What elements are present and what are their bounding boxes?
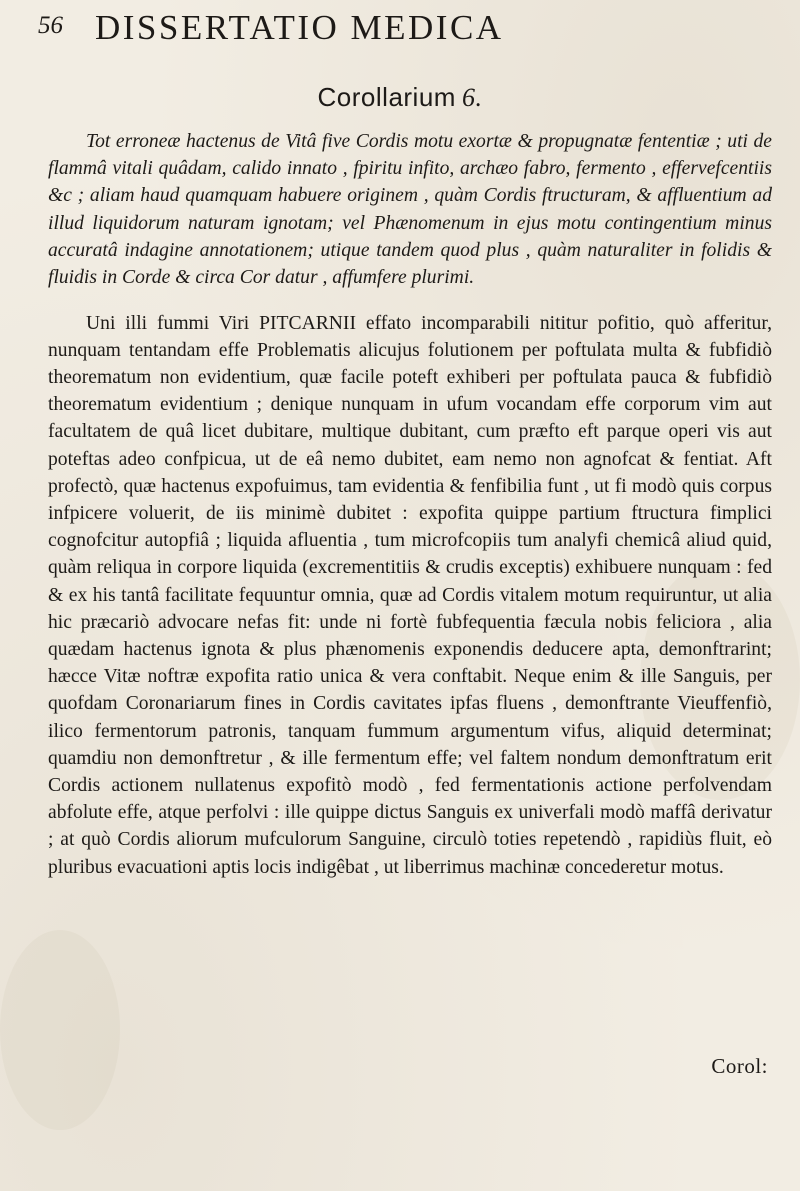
section-title: Corollarium: [317, 82, 456, 112]
paper-stain: [0, 930, 120, 1130]
page-number: 56: [38, 12, 63, 39]
thesis-paragraph: Tot erroneæ hactenus de Vitâ five Cordis motu exortæ & propugnatæ fententiæ ; uti de flammâ vitali quâdam, calido innato , fpiritu infito, archæo fabro, fermento , effervefcentiis &c ; aliam haud quamquam habuere originem , quàm Cordis ftructuram, & affluentium ad illud liquidorum naturam ignotam; vel Phænomenum in ejus motu contingentium minus accuratâ indagine annotationem; utique tandem quod plus , quàm naturaliter in folidis & fluidis in Corde & circa Cor datur , affumfere plurimi.: [48, 131, 772, 289]
catchword: Corol:: [711, 1054, 768, 1078]
section-number: 6.: [461, 83, 483, 112]
section-heading: [0, 82, 800, 113]
running-head: DISSERTATIO MEDICA: [95, 8, 504, 47]
argument-paragraph: Uni illi fummi Viri PITCARNII effato incomparabili nititur pofitio, quò afferitur, nunquam tentandam effe Problematis alicujus folutionem per poftulata multa & fubfidiò theorematum non evidentium, quæ facile poteft exhiberi per poftulata pauca & fubfidiò theorematum evidentium ; denique nunquam in ufum vocandam effe corporum vim aut facultatem de quâ licet dubitare, multique dubitant, cum præfto eft parque operi vis aut poteftas adeo confpicua, ut de eâ nemo dubitet, eam nemo non agnofcat & fentiat. Aft profectò, quæ hactenus expofuimus, tam evidentia & fenfibilia funt , ut fi modò quis corpus infpicere voluerit, de iis minimè dubitet : expofita quippe partium ftructura fimplici cognofcitur autopfiâ ; liquida afluentia , tum microfcopiis tum analyfi chemicâ aliud quid, quàm reliqua in corpore liquida (excrementitiis & crudis exceptis) exhibuere nunquam : fed & ex his tantâ facilitate fequuntur omnia, quæ ad Cordis vitalem motum requiruntur, ut alia hic præcariò advocare nefas fit: unde ni fortè fubfequentia fæcula nobis feliciora , alia quædam hactenus ignota & plus phænomenis exponendis deducere apta, demonftrarint; hæcce Vitæ noftræ expofita ratio unica & vera conftabit. Neque enim & ille Sanguis, per quofdam Coronariarum fines in Cordis cavitates ipfas fluens , demonftrante Vieuffenfiò, ilico fermentorum patronis, tanquam fummum argumentum vifus, aliquid determinat; quamdiu non demonftretur , & ille fermentum effe; vel faltem nondum demonftratum erit Cordis actionem nullatenus expofitò modò , fed fermentationis actione perfolvendam abfolute effe, atque perfolvi : ille quippe dictus Sanguis ex univerfali modò maffâ derivatur ; at quò Cordis aliorum mufculorum Sanguine, circulò toties repetendò , rapidiùs fluit, eò pluribus evacuationi aptis locis indigêbat , ut liberrimus machinæ concederetur motus.: [48, 312, 772, 878]
